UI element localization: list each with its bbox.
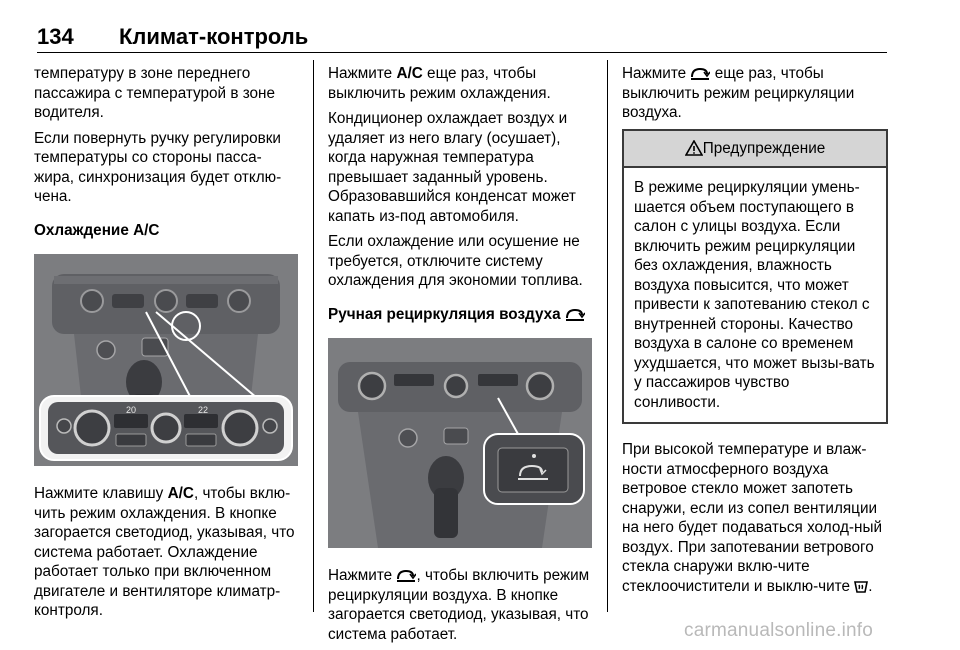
climate-panel-illustration <box>34 254 298 466</box>
warning-text: В режиме рециркуляции умень-шается объем поступающего в салон с улицы воздуха. Если включить режим рециркуляции без охлаждения, влажность воздуха повысится, что может привести к запотеванию стекол с внутренней стороны. Качество воздуха в салоне со временем ухудшается, что может вызы-вать у пассажиров чувство сонливости. <box>634 179 875 411</box>
watermark: carmanualsonline.info <box>684 620 874 641</box>
paragraph: Нажмите клавишу A/C, чтобы вклю-чить режим охлаждения. В кнопке загорается светодиод, указывая, что система работает. Охлаждение работает только при включенном двигателе и вентиляторе климатр-контроля. <box>34 485 295 619</box>
recirculation-button-figure <box>328 338 592 548</box>
column-2 <box>328 64 594 650</box>
paragraph: Кондиционер охлаждает воздух и удаляет из него влагу (осушает), когда наружная температура превышает заданный уровень. Образовавшийся конденсат может капать из-под автомобиля. <box>328 110 576 225</box>
page-title: Климат-контроль <box>119 24 309 49</box>
column-divider <box>313 60 314 612</box>
paragraph: температуру в зоне переднего пассажира с температурой в зоне водителя. <box>34 65 276 121</box>
paragraph: Нажмите A/C еще раз, чтобы выключить режим охлаждения. <box>328 65 551 102</box>
page-number: 134 <box>37 24 74 49</box>
left-temp-label: 20 <box>126 405 137 415</box>
recirculation-icon <box>690 67 710 81</box>
paragraph: Нажмите еще раз, чтобы выключить режим рециркуляции воздуха. <box>622 65 855 121</box>
recirculation-icon <box>396 569 416 583</box>
recirculation-icon <box>565 308 585 322</box>
ac-key-label: A/C <box>396 65 423 82</box>
warning-title: Предупреждение <box>702 139 826 157</box>
right-temp-label: 22 <box>198 405 209 415</box>
paragraph: Нажмите , чтобы включить режим рециркуляции воздуха. В кнопке загорается светодиод, указывая, что система работает. <box>328 567 590 643</box>
paragraph: Если охлаждение или осушение не требуется, отключите систему охлаждения для экономии топлива. <box>328 233 583 289</box>
column-3 <box>622 64 888 602</box>
warning-triangle-icon <box>685 140 703 156</box>
warning-box <box>622 129 888 425</box>
windshield-defrost-icon <box>854 578 868 594</box>
column-1 <box>34 64 300 627</box>
warning-header <box>624 131 886 169</box>
section-heading-recirculation: Ручная рециркуляция воздуха <box>328 305 594 325</box>
column-divider <box>607 60 608 612</box>
paragraph: Если повернуть ручку регулировки температуры со стороны пасса-жира, синхронизация будет отклю-чена. <box>34 129 282 205</box>
climate-panel-figure <box>34 254 298 466</box>
recirculation-illustration <box>328 338 592 548</box>
paragraph: При высокой температуре и влаж-ности атмосферного воздуха ветровое стекло может запотеть снаружи, если из сопел вентиляции на него будет подаваться холод-ный воздух. При запотевании ветрового стекла снаружи вклю-чите стеклоочистители и выклю-чите . <box>622 441 883 595</box>
ac-key-label: A/C <box>167 485 194 502</box>
page-header <box>37 24 887 53</box>
section-heading-ac: Охлаждение A/C <box>34 221 160 239</box>
